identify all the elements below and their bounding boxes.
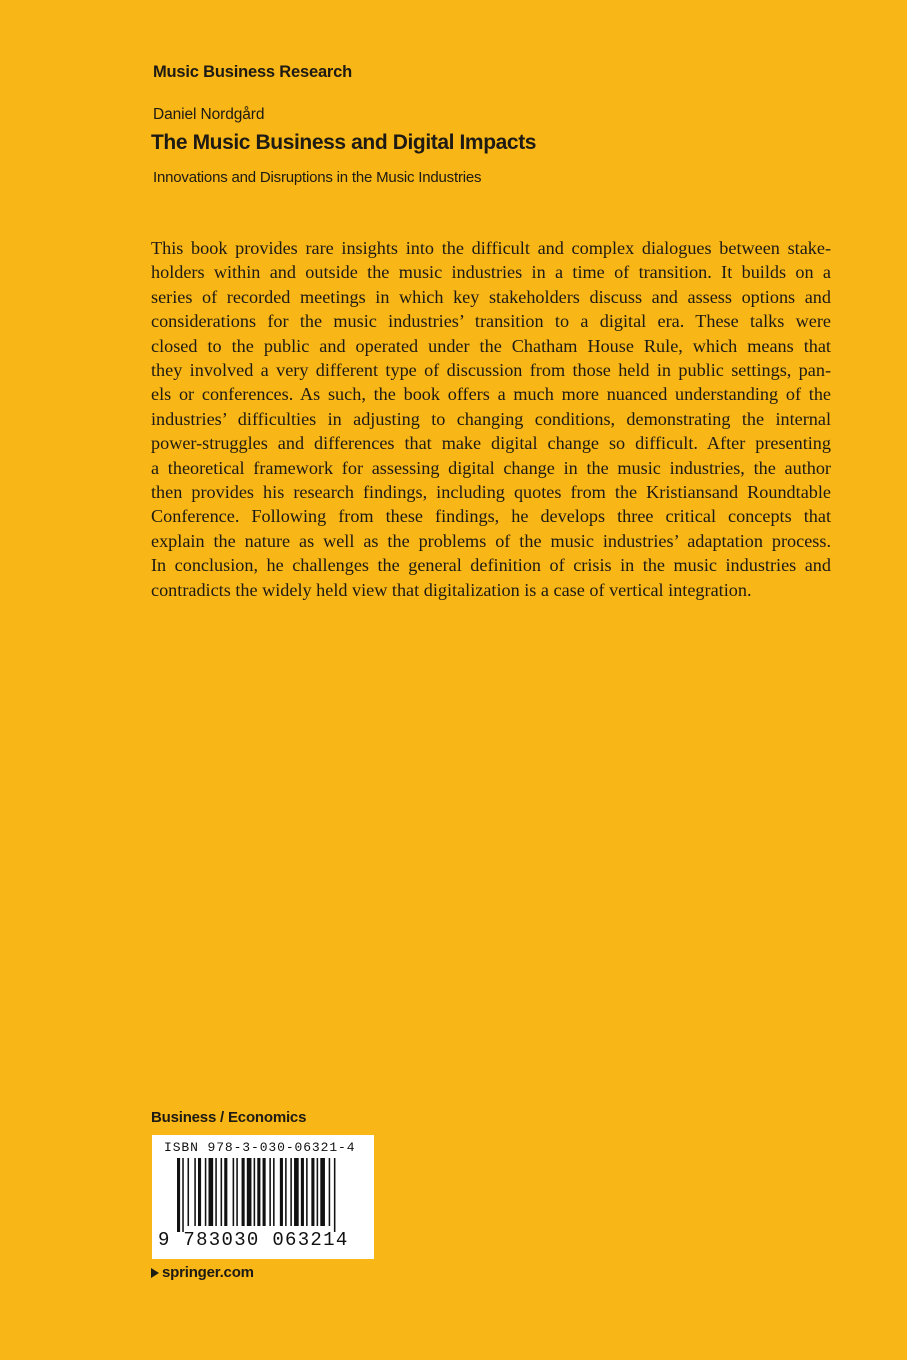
- barcode-bar: [280, 1158, 283, 1226]
- barcode-bars: [177, 1158, 367, 1232]
- barcode-bar: [198, 1158, 201, 1226]
- author-name: Daniel Nordgård: [153, 106, 265, 123]
- blurb: [151, 236, 831, 602]
- barcode-bar: [290, 1158, 292, 1226]
- blurb-line: closed to the public and operated under the Chatham House Rule, which means that: [151, 335, 831, 356]
- blurb-line: explain the nature as well as the problems of the music industries’ adaptation process.: [151, 530, 831, 551]
- blurb-line: holders within and outside the music industries in a time of transition. It builds on a: [151, 262, 831, 283]
- triangle-right-icon: [151, 1268, 159, 1278]
- barcode-bar: [182, 1158, 184, 1232]
- blurb-line: they involved a very different type of discussion from those held in public settings, pan-: [151, 360, 831, 381]
- barcode-bar: [294, 1158, 299, 1226]
- barcode-bar: [194, 1158, 196, 1226]
- blurb-line: els or conferences. As such, the book offers a much more nuanced understanding of the: [151, 384, 831, 405]
- barcode-bar: [285, 1158, 287, 1226]
- barcode-bar: [247, 1158, 252, 1226]
- barcode-bar: [177, 1158, 180, 1232]
- barcode-bar: [236, 1158, 238, 1226]
- barcode-bar: [311, 1158, 314, 1226]
- ean-number: 9 783030 063214: [158, 1229, 349, 1251]
- barcode-bar: [188, 1158, 190, 1226]
- barcode-bar: [301, 1158, 304, 1226]
- blurb-line: considerations for the music industries’ transition to a digital era. These talks were: [151, 311, 831, 332]
- blurb-line: This book provides rare insights into the difficult and complex dialogues between stake-: [151, 238, 831, 258]
- blurb-line: Conference. Following from these findings, he develops three critical concepts that: [151, 506, 831, 527]
- barcode-bar: [257, 1158, 260, 1226]
- website-text: springer.com: [162, 1264, 254, 1281]
- barcode-bar: [233, 1158, 235, 1226]
- book-title: The Music Business and Digital Impacts: [151, 131, 537, 154]
- barcode-bar: [254, 1158, 256, 1226]
- barcode-bar: [209, 1158, 214, 1226]
- blurb-line: then provides his research findings, including quotes from the Kristiansand Roundtable: [151, 482, 831, 503]
- series-name: Music Business Research: [153, 63, 352, 81]
- barcode-bar: [329, 1158, 331, 1226]
- blurb-line: industries’ difficulties in adjusting to changing conditions, demonstrating the internal: [151, 408, 831, 429]
- barcode-bar: [320, 1158, 325, 1226]
- barcode-bar: [205, 1158, 207, 1226]
- barcode-bar: [221, 1158, 223, 1226]
- barcode-bar: [242, 1158, 245, 1226]
- barcode-bar: [273, 1158, 275, 1226]
- blurb-line: a theoretical framework for assessing digital change in the music industries, the author: [151, 457, 831, 478]
- barcode: [152, 1135, 374, 1259]
- blurb-line: series of recorded meetings in which key stakeholders discuss and assess options and: [151, 286, 831, 307]
- book-subtitle: Innovations and Disruptions in the Music Industries: [153, 169, 482, 186]
- barcode-bar: [269, 1158, 271, 1226]
- blurb-line: contradicts the widely held view that digitalization is a case of vertical integration.: [151, 579, 752, 600]
- blurb-line: power-struggles and differences that make digital change so difficult. After presenting: [151, 433, 831, 454]
- barcode-bar: [334, 1158, 336, 1232]
- barcode-bar: [224, 1158, 227, 1226]
- barcode-bar: [306, 1158, 308, 1226]
- publisher-link[interactable]: [151, 1264, 254, 1281]
- barcode-bar: [317, 1158, 319, 1226]
- subject-category: Business / Economics: [151, 1109, 307, 1126]
- isbn-label: ISBN 978-3-030-06321-4: [164, 1140, 356, 1155]
- barcode-bar: [263, 1158, 266, 1226]
- blurb-line: In conclusion, he challenges the general definition of crisis in the music industries and: [151, 555, 831, 576]
- barcode-bar: [215, 1158, 217, 1226]
